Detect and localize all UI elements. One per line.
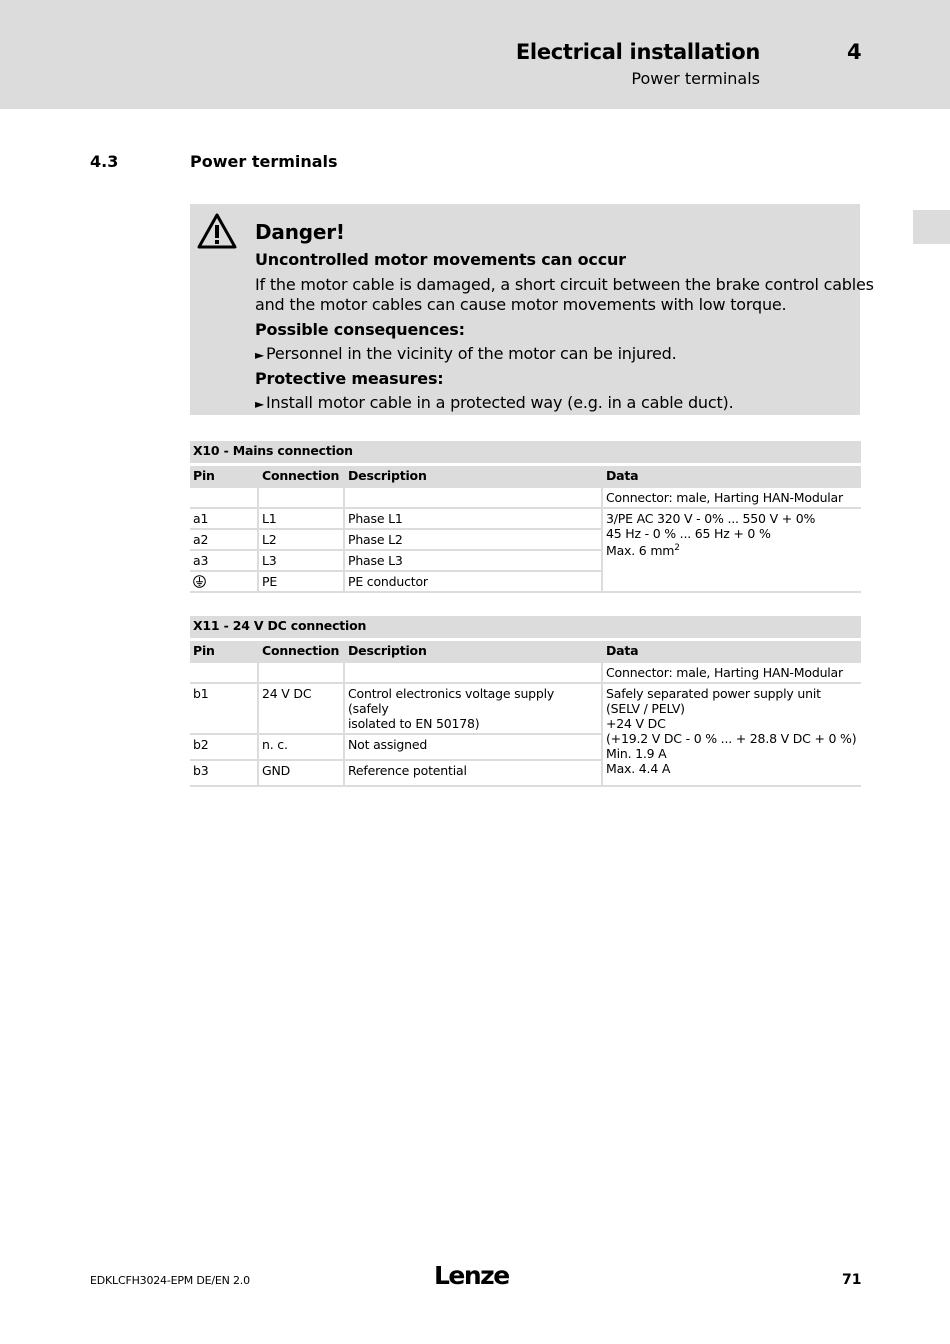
data-line: Min. 1.9 A [606,746,667,761]
data-line: 3/PE AC 320 V - 0% ... 550 V + 0% [606,511,816,526]
data-line: (SELV / PELV) [606,701,685,716]
data-line: (+19.2 V DC - 0 % ... + 28.8 V DC + 0 %) [606,731,857,746]
data-cell [602,508,861,592]
description-line: isolated to EN 50178) [348,716,480,731]
connector-info: Connector: male, Harting HAN-Modular [602,663,861,683]
pin-cell: b2 [190,734,258,760]
column-header: Pin [190,640,258,664]
description-line: Control electronics voltage supply (safely [348,686,555,716]
arrow-right-icon: ► [255,348,265,362]
description-cell [344,683,602,734]
data-line: Safely separated power supply unit [606,686,821,701]
description-cell: Phase L3 [344,550,602,571]
danger-body-line: and the motor cables can cause motor movements with low torque. [255,295,787,314]
connection-cell: PE [258,571,344,592]
consequence-item [255,344,676,363]
table-row [190,508,861,529]
description-cell: Reference potential [344,760,602,786]
page-header [0,0,950,109]
data-cell [602,683,861,786]
consequence-text: Personnel in the vicinity of the motor can be injured. [266,344,677,363]
danger-notice [190,204,874,415]
column-header: Data [602,640,861,664]
pin-cell [190,571,258,592]
document-id: EDKLCFH3024-EPM DE/EN 2.0 [90,1274,250,1287]
column-header: Connection [258,640,344,664]
chapter-tab [913,210,950,244]
data-superscript: 2 [674,543,680,553]
description-cell: Not assigned [344,734,602,760]
section-title: Power terminals [190,152,338,171]
description-cell: PE conductor [344,571,602,592]
connector-info: Connector: male, Harting HAN-Modular [602,488,861,508]
measure-item [255,393,733,412]
data-line: +24 V DC [606,716,666,731]
table-row [190,683,861,734]
danger-heading: Uncontrolled motor movements can occur [255,250,626,269]
warning-triangle-icon [196,212,238,250]
pin-cell: a3 [190,550,258,571]
arrow-right-icon: ► [255,397,265,411]
column-header: Pin [190,465,258,489]
header-title: Electrical installation [515,40,760,64]
connection-cell: L2 [258,529,344,550]
data-line [606,541,858,558]
consequences-label: Possible consequences: [255,320,465,339]
x10-table [190,441,861,593]
table-caption: X11 - 24 V DC connection [190,616,861,640]
logo-text: Lenze [434,1262,509,1288]
connection-cell: 24 V DC [258,683,344,734]
connection-cell: n. c. [258,734,344,760]
connection-cell: L3 [258,550,344,571]
column-header: Data [602,465,861,489]
data-line: Max. 4.4 A [606,761,671,776]
data-text: Max. 6 mm [606,543,675,559]
chapter-number: 4 [847,40,862,64]
measure-text: Install motor cable in a protected way (e.g. in a cable duct). [266,393,734,412]
column-header: Description [344,640,602,664]
x11-table [190,616,861,787]
connection-cell: GND [258,760,344,786]
lenze-logo [434,1262,512,1288]
measures-label: Protective measures: [255,369,444,388]
section-number: 4.3 [90,152,119,171]
pin-cell: a1 [190,508,258,529]
description-cell: Phase L2 [344,529,602,550]
pin-cell: b1 [190,683,258,734]
data-line: 45 Hz - 0 % ... 65 Hz + 0 % [606,526,771,541]
column-header: Connection [258,465,344,489]
ground-icon [193,575,206,588]
danger-body-line: If the motor cable is damaged, a short circuit between the brake control cables [255,275,874,294]
column-header: Description [344,465,602,489]
description-cell: Phase L1 [344,508,602,529]
page-number: 71 [842,1272,862,1288]
pin-cell: b3 [190,760,258,786]
danger-title: Danger! [255,220,345,244]
pin-cell: a2 [190,529,258,550]
table-caption: X10 - Mains connection [190,441,861,465]
connection-cell: L1 [258,508,344,529]
header-subtitle: Power terminals [631,69,760,88]
